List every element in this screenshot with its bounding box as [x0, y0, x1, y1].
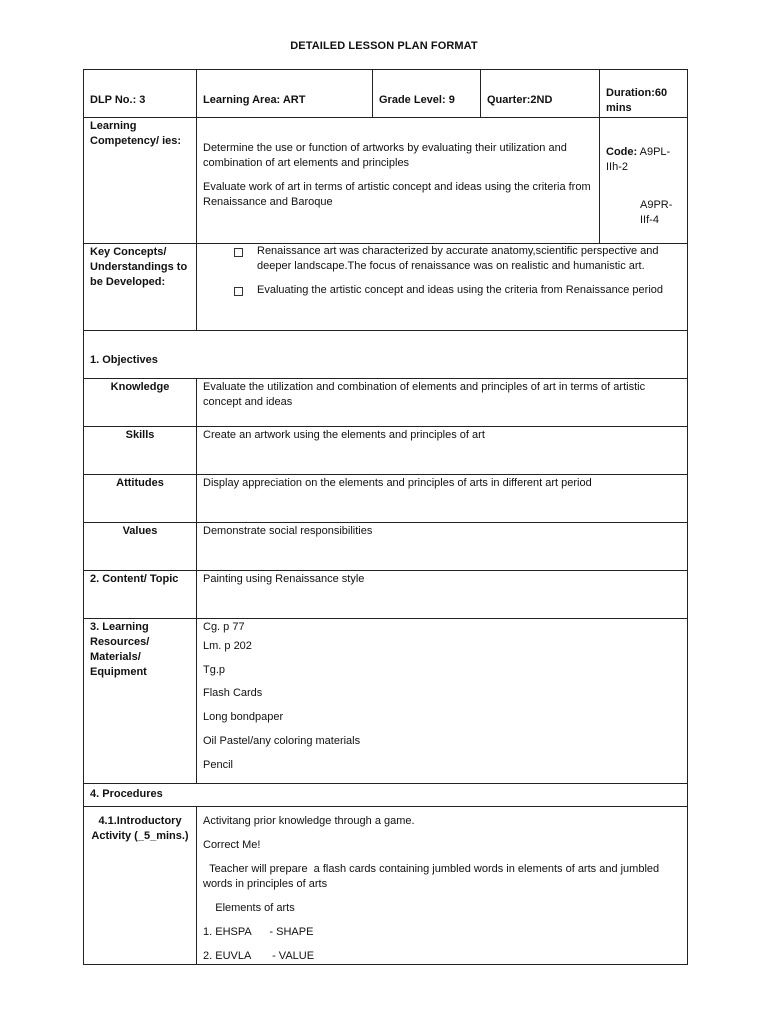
- procedure-line: Teacher will prepare a flash cards containing jumbled words in elements of arts and jumbled words in principles of arts: [203, 863, 663, 890]
- attitudes-text: Display appreciation on the elements and principles of arts in different art period: [197, 475, 688, 523]
- resource-item: Pencil: [203, 758, 233, 771]
- resources-row: [84, 619, 688, 784]
- competency-text-1: Determine the use or function of artworks by evaluating their utilization and combination of art elements and principles: [203, 142, 567, 169]
- code-1: A9PL-IIh-2: [606, 146, 671, 173]
- procedures-heading-row: [84, 784, 688, 807]
- competency-row: [84, 118, 688, 244]
- skills-label: Skills: [84, 427, 197, 475]
- skills-row: [84, 427, 688, 475]
- quarter: Quarter:2ND: [481, 70, 600, 118]
- content-label: 2. Content/ Topic: [84, 571, 197, 619]
- objectives-heading: 1. Objectives: [84, 331, 688, 379]
- code-2: A9PR-IIf-4: [640, 199, 673, 226]
- attitudes-label: Attitudes: [84, 475, 197, 523]
- procedure-line: Activitang prior knowledge through a game.: [203, 815, 415, 827]
- content-text: Painting using Renaissance style: [197, 571, 688, 619]
- competency-cell: [197, 118, 600, 244]
- resource-item: Tg.p: [203, 663, 226, 676]
- knowledge-text: Evaluate the utilization and combination of elements and principles of art in terms of artistic concept and ideas: [197, 379, 688, 427]
- procedure-line: Correct Me!: [203, 839, 261, 851]
- key-concepts-label: Key Concepts/ Understandings to be Developed:: [84, 244, 197, 331]
- competency-label: Learning Competency/ ies:: [84, 118, 197, 244]
- code-label: Code:: [606, 146, 638, 158]
- values-row: [84, 523, 688, 571]
- introductory-activity-label: 4.1.Introductory Activity (_5_mins.): [84, 807, 197, 965]
- dlp-number: DLP No.: 3: [84, 70, 197, 118]
- code-cell: [600, 118, 688, 244]
- knowledge-row: [84, 379, 688, 427]
- checkbox-icon: [234, 248, 243, 257]
- procedures-heading: 4. Procedures: [84, 784, 688, 807]
- resource-item: Cg. p 77: [203, 621, 245, 633]
- procedure-line: 2. EUVLA - VALUE: [203, 950, 315, 962]
- key-concept-item: Renaissance art was characterized by accurate anatomy,scientific perspective and deeper landscape.The focus of renaissance was on realistic and humanistic art.: [203, 244, 681, 274]
- introductory-activity-cell: [197, 807, 688, 965]
- competency-text-2: Evaluate work of art in terms of artistic concept and ideas using the criteria from Renaissance and Baroque: [203, 181, 591, 208]
- procedure-line: Elements of arts: [203, 902, 295, 914]
- objectives-heading-row: [84, 331, 688, 379]
- lesson-plan-table: [83, 69, 688, 965]
- resources-label: 3. Learning Resources/ Materials/ Equipment: [84, 619, 197, 784]
- resource-item: Oil Pastel/any coloring materials: [203, 734, 361, 747]
- header-row: [84, 70, 688, 118]
- introductory-activity-row: [84, 807, 688, 965]
- values-text: Demonstrate social responsibilities: [197, 523, 688, 571]
- key-concepts-cell: [197, 244, 688, 331]
- values-label: Values: [84, 523, 197, 571]
- attitudes-row: [84, 475, 688, 523]
- resource-item: Lm. p 202: [203, 640, 252, 652]
- knowledge-label: Knowledge: [84, 379, 197, 427]
- learning-area: Learning Area: ART: [197, 70, 373, 118]
- duration: Duration:60 mins: [600, 70, 688, 118]
- resource-item: Flash Cards: [203, 687, 263, 700]
- skills-text: Create an artwork using the elements and principles of art: [197, 427, 688, 475]
- resource-item: Long bondpaper: [203, 711, 284, 724]
- resources-cell: [197, 619, 688, 784]
- checkbox-icon: [234, 287, 243, 296]
- content-row: [84, 571, 688, 619]
- key-concepts-row: [84, 244, 688, 331]
- key-concept-item: Evaluating the artistic concept and ideas using the criteria from Renaissance period: [203, 283, 681, 298]
- grade-level: Grade Level: 9: [373, 70, 481, 118]
- document-title: DETAILED LESSON PLAN FORMAT: [290, 40, 478, 52]
- procedure-line: 1. EHSPA - SHAPE: [203, 926, 314, 938]
